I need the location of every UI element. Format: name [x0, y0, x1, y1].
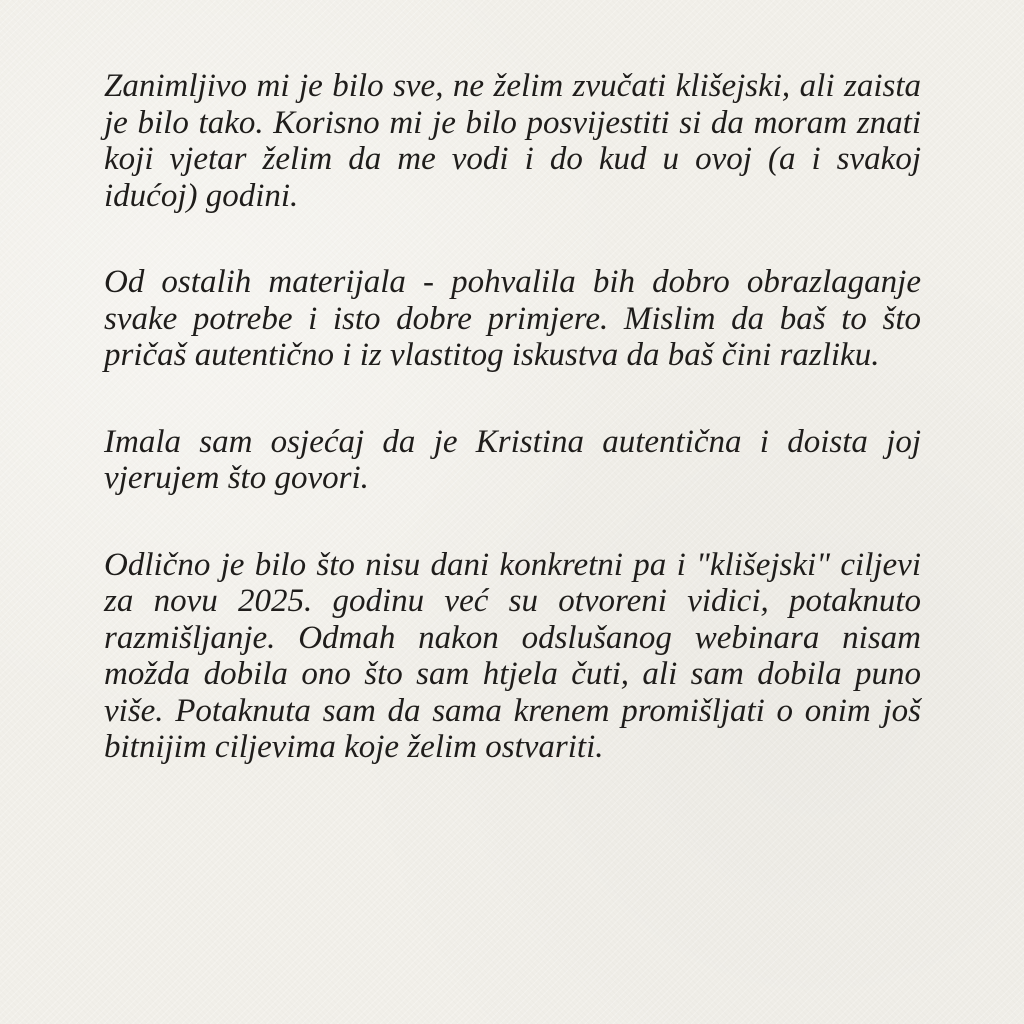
- paragraph-1: Zanimljivo mi je bilo sve, ne želim zvučati klišejski, ali zaista je bilo tako. Korisno mi je bilo posvijestiti si da moram znati koji vjetar želim da me vodi i do kud u ovoj (a i svakoj idućoj) godini.: [104, 68, 921, 214]
- paragraph-2: Od ostalih materijala - pohvalila bih dobro obrazlaganje svake potrebe i isto dobre primjere. Mislim da baš to što pričaš autentično i iz vlastitog iskustva da baš čini razliku.: [104, 264, 921, 373]
- paragraph-4: Odlično je bilo što nisu dani konkretni pa i "klišejski" ciljevi za novu 2025. godinu već su otvoreni vidici, potaknuto razmišljanje. Odmah nakon odslušanog webinara nisam možda dobila ono što sam htjela čuti, ali sam dobila puno više. Potaknuta sam da sama krenem promišljati o onim još bitnijim ciljevima koje želim ostvariti.: [104, 546, 921, 765]
- paragraph-3: Imala sam osjećaj da je Kristina autentična i doista joj vjerujem što govori.: [104, 423, 921, 496]
- testimonial-text: [104, 68, 921, 816]
